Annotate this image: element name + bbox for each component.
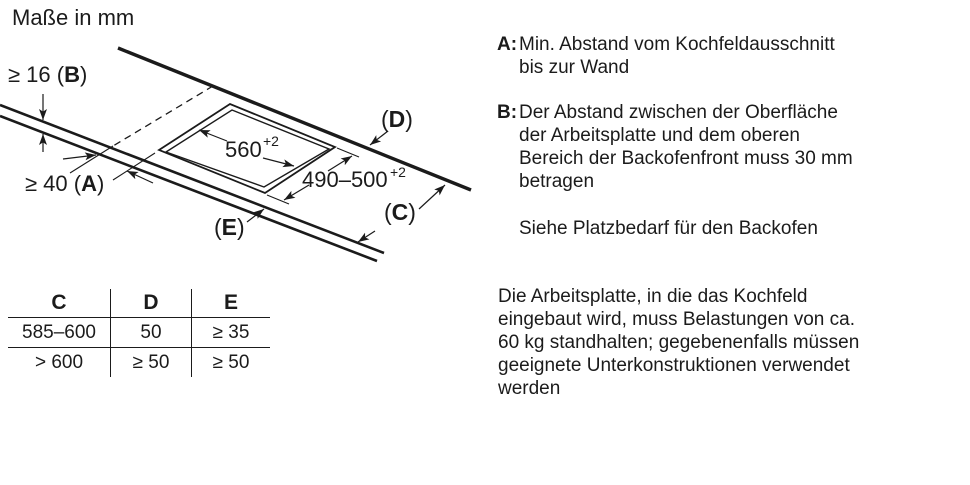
table-cell: 50 bbox=[111, 318, 192, 348]
width-dim-tolerance: +2 bbox=[263, 133, 279, 149]
table-row bbox=[8, 318, 270, 348]
note-b-label: B: bbox=[497, 102, 518, 123]
note-b-text: Der Abstand zwischen der Oberfläche der Arbeitsplatte und dem oberen Bereich der Backofenfront muss 30 mm betragen bbox=[519, 102, 853, 192]
table-cell: 585–600 bbox=[8, 318, 111, 348]
cutout-right-extension-line bbox=[337, 148, 359, 157]
table-row bbox=[8, 348, 270, 378]
table-cell: ≥ 50 bbox=[212, 351, 250, 373]
depth-dim-label: 490–500 bbox=[302, 167, 388, 192]
dim-a-left-arrow bbox=[63, 155, 96, 159]
dimension-table bbox=[8, 289, 270, 377]
dim-b-label: ≥ 16 (B) bbox=[8, 62, 88, 87]
width-dim-right-arrow bbox=[263, 158, 294, 166]
table-cell: > 600 bbox=[8, 348, 111, 378]
label-c: (C) bbox=[384, 199, 416, 225]
note-item-a bbox=[497, 33, 835, 79]
note-item-b bbox=[497, 101, 853, 193]
table-cell: ≥ 50 bbox=[111, 348, 192, 378]
label-d: (D) bbox=[381, 106, 413, 132]
worktop-load-paragraph: Die Arbeitsplatte, in die das Kochfeld eingebaut wird, muss Belastungen von ca. 60 kg standhalten; gegebenenfalls müssen geeignete Unterkonstruktionen verwendet werden bbox=[498, 286, 860, 399]
dim-a-label: ≥ 40 (A) bbox=[25, 171, 105, 196]
table-cell: ≥ 35 bbox=[192, 318, 271, 348]
note-a-text: Min. Abstand vom Kochfeldausschnitt bis zur Wand bbox=[519, 34, 835, 78]
note-b-extra: Siehe Platzbedarf für den Backofen bbox=[519, 218, 818, 239]
dimensions-unit-label: Maße in mm bbox=[12, 5, 135, 30]
width-dim-label: 560 bbox=[225, 137, 262, 162]
label-d-arrow bbox=[370, 131, 388, 145]
depth-dim-tolerance: +2 bbox=[390, 164, 406, 180]
table-header-e: E bbox=[192, 289, 271, 318]
width-dim-left-arrow bbox=[199, 130, 227, 141]
installation-diagram bbox=[0, 0, 485, 278]
table-header-row bbox=[8, 289, 270, 318]
label-c-upper-arrow bbox=[419, 185, 445, 209]
label-e: (E) bbox=[214, 214, 245, 240]
note-a-label: A: bbox=[497, 34, 518, 55]
side-wall-dashed-line bbox=[113, 86, 213, 146]
label-c-lower-arrow bbox=[358, 231, 375, 242]
table-header-c: C bbox=[8, 289, 111, 318]
table-header-d: D bbox=[111, 289, 192, 318]
